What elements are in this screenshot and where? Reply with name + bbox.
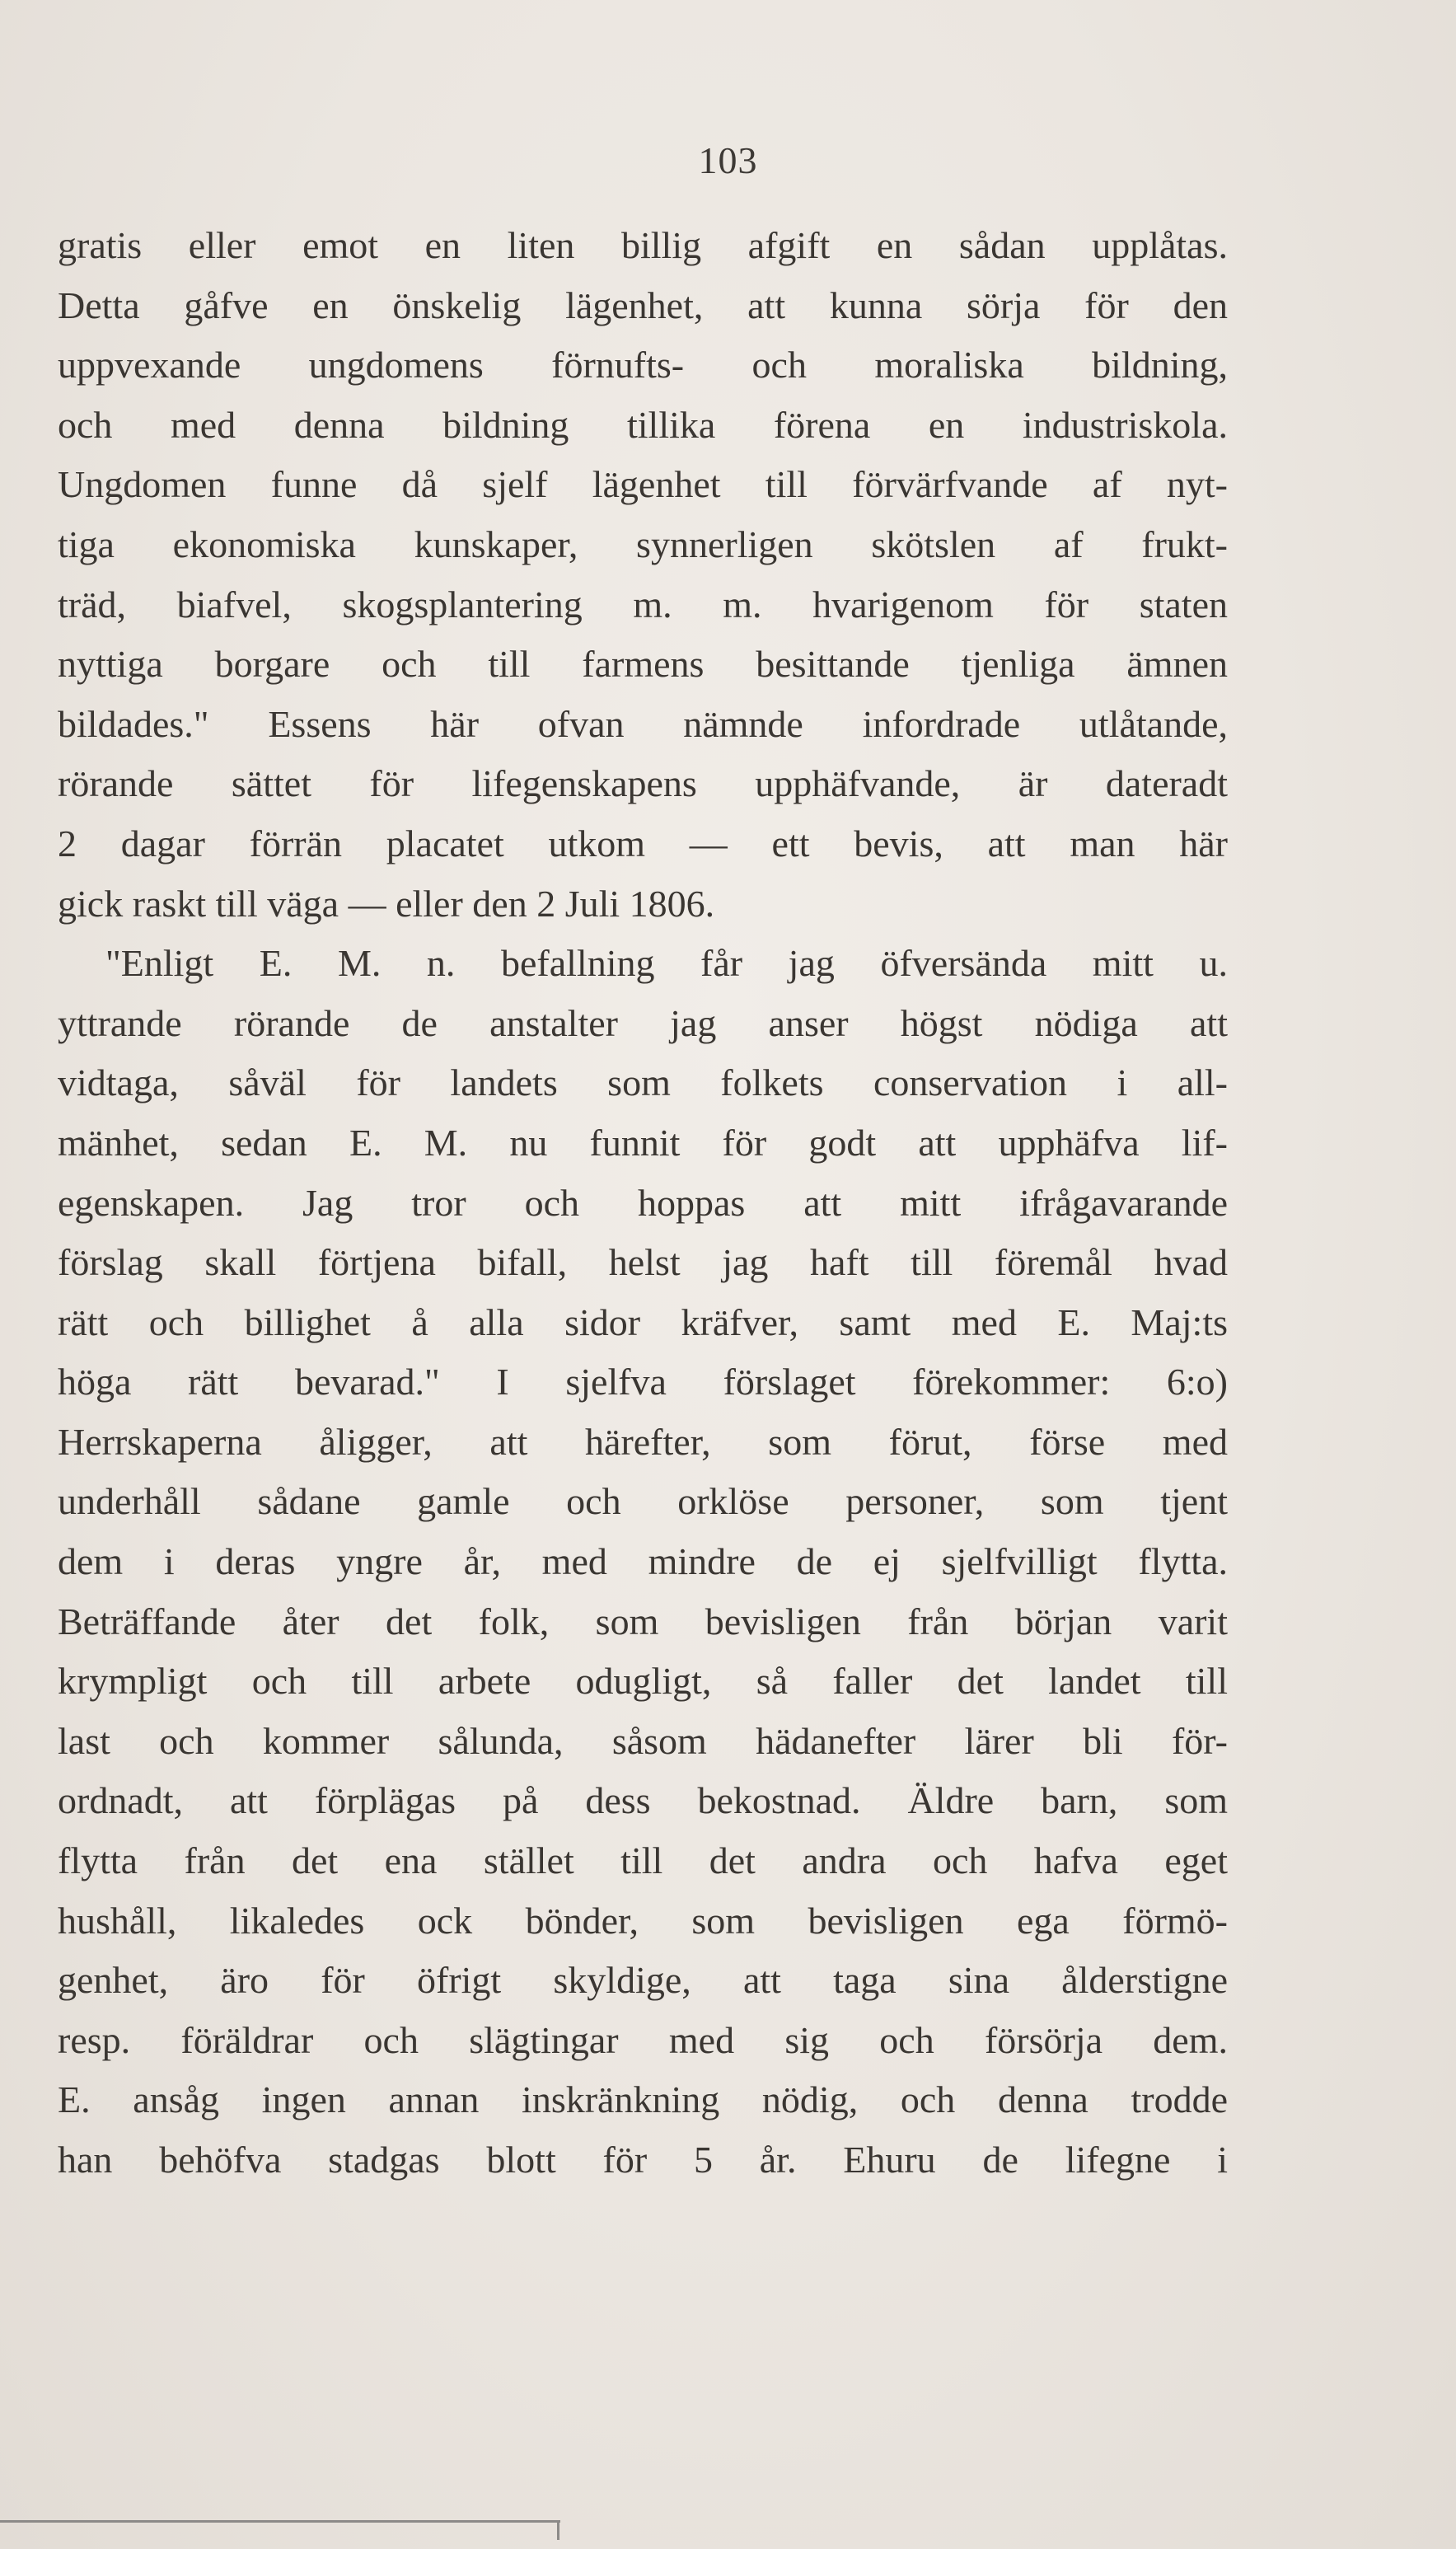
text-line: nyttiga borgare och till farmens besittande tjenliga ämnen [58, 643, 1228, 686]
bottom-rule-end [557, 2520, 559, 2540]
text-line: krympligt och till arbete odugligt, så faller det landet till [58, 1660, 1228, 1703]
text-line: träd, biafvel, skogsplantering m. m. hvarigenom för staten [58, 583, 1228, 626]
text-line: Beträffande åter det folk, som bevisligen från början varit [58, 1600, 1228, 1642]
text-line: ordnadt, att förplägas på dess bekostnad. Äldre barn, som [58, 1779, 1228, 1822]
bottom-rule [0, 2520, 560, 2523]
text-line: yttrande rörande de anstalter jag anser högst nödiga att [58, 1001, 1228, 1044]
text-line: Herrskaperna åligger, att härefter, som förut, förse med [58, 1420, 1228, 1463]
text-line: Detta gåfve en önskelig lägenhet, att kunna sörja för den [58, 283, 1228, 326]
text-line: gick raskt till väga — eller den 2 Juli 1806. [58, 882, 715, 925]
text-line: "Enligt E. M. n. befallning får jag öfversända mitt u. [105, 942, 1228, 985]
body-text [58, 216, 1228, 2191]
text-line: förslag skall förtjena bifall, helst jag haft till föremål hvad [58, 1241, 1228, 1284]
text-line: hushåll, likaledes ock bönder, som bevisligen ega förmö- [58, 1899, 1228, 1942]
text-line: E. ansåg ingen annan inskränkning nödig, och denna trodde [58, 2078, 1228, 2121]
text-line: vidtaga, såväl för landets som folkets conservation i all- [58, 1061, 1228, 1104]
text-line: Ungdomen funne då sjelf lägenhet till förvärfvande af nyt- [58, 463, 1228, 506]
text-line: mänhet, sedan E. M. nu funnit för godt att upphäfva lif- [58, 1121, 1228, 1164]
text-line: tiga ekonomiska kunskaper, synnerligen skötslen af frukt- [58, 522, 1228, 565]
text-line: rörande sättet för lifegenskapens upphäfvande, är dateradt [58, 762, 1228, 805]
text-line: höga rätt bevarad." I sjelfva förslaget förekommer: 6:o) [58, 1361, 1228, 1403]
text-line: han behöfva stadgas blott för 5 år. Ehuru de lifegne i [58, 2139, 1228, 2181]
text-line: dem i deras yngre år, med mindre de ej sjelfvilligt flytta. [58, 1540, 1228, 1583]
text-line: last och kommer sålunda, såsom hädanefter lärer bli för- [58, 1719, 1228, 1762]
text-line: resp. föräldrar och slägtingar med sig och försörja dem. [58, 2018, 1228, 2061]
text-line: gratis eller emot en liten billig afgift en sådan upplåtas. [58, 224, 1228, 266]
page-number: 103 [698, 139, 758, 181]
text-line: rätt och billighet å alla sidor kräfver, samt med E. Maj:ts [58, 1300, 1228, 1343]
text-line: flytta från det ena stället till det andra och hafva eget [58, 1839, 1228, 1882]
text-line: 2 dagar förrän placatet utkom — ett bevis, att man här [58, 822, 1228, 865]
text-line: uppvexande ungdomens förnufts- och moraliska bildning, [58, 344, 1228, 387]
text-line: genhet, äro för öfrigt skyldige, att taga sina ålderstigne [58, 1959, 1228, 2002]
text-line: bildades." Essens här ofvan nämnde infordrade utlåtande, [58, 702, 1228, 745]
text-line: egenskapen. Jag tror och hoppas att mitt ifrågavarande [58, 1181, 1228, 1224]
text-line: underhåll sådane gamle och orklöse personer, som tjent [58, 1480, 1228, 1523]
text-line: och med denna bildning tillika förena en industriskola. [58, 403, 1228, 446]
